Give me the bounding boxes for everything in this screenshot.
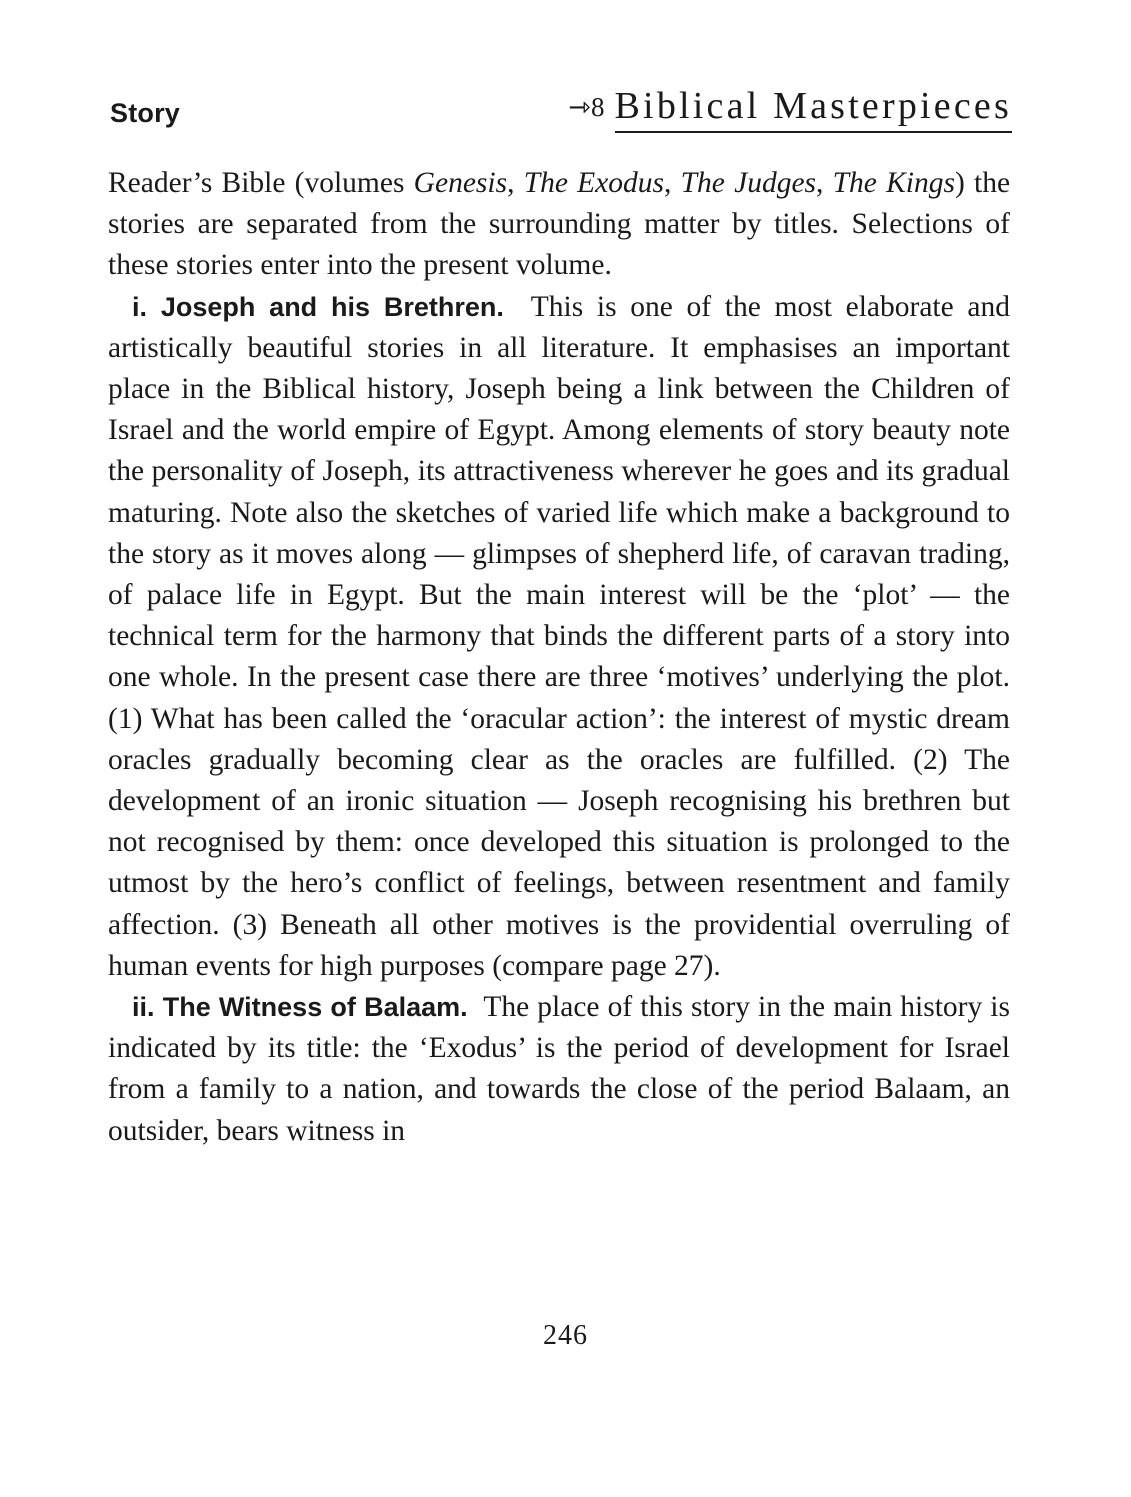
page-body <box>108 163 1010 1152</box>
intro-text-end: ) the stories are separated from the surrounding matter by titles. Selections of these stories enter into the present volume. <box>108 167 1011 282</box>
book-title: Genesis <box>413 167 508 199</box>
book-title: The Judges <box>680 167 817 199</box>
intro-paragraph <box>108 163 1010 287</box>
page-number: 246 <box>543 1320 588 1351</box>
section-paragraph-balaam <box>108 987 1010 1152</box>
title-separator: , <box>664 167 681 199</box>
title-separator: , <box>507 167 524 199</box>
section-heading: ii. The Witness of Balaam. <box>132 992 468 1023</box>
title-separator: , <box>816 167 833 199</box>
running-title: Biblical Masterpieces <box>615 84 1012 133</box>
book-title: The Kings <box>832 167 955 199</box>
book-title: The Exodus <box>523 167 665 199</box>
section-body: The place of this story in the main history is indicated by its title: the ‘Exodus’ is the period of development for Israel from a family to a nation, and towards the close of the period Balaam, an outsider, bears witness in <box>108 991 1010 1147</box>
intro-text-start: Reader’s Bible (volumes <box>108 167 414 199</box>
section-heading: i. Joseph and his Brethren. <box>132 291 504 322</box>
ornament-icon: ⇾8 <box>568 92 605 122</box>
section-label: Story <box>110 98 181 128</box>
section-body: This is one of the most elaborate and artistically beautiful stories in all literature. It emphasises an important place in the Biblical history, Joseph being a link between the Children of Israel and the world empire of Egypt. Among elements of story beauty note the personality of Joseph, its attractiveness wherever he goes and its gradual maturing. Note also the sketches of varied life which make a background to the story as it moves along — glimpses of shepherd life, of caravan trading, of palace life in Egypt. But the main interest will be the ‘plot’ — the technical term for the harmony that binds the different parts of a story into one whole. In the present case there are three ‘motives’ underlying the plot. (1) What has been called the ‘oracular action’: the interest of mystic dream oracles gradually becoming clear as the oracles are fulfilled. (2) The development of an ironic situation — Joseph recognising his brethren but not recognised by them: once developed this situation is prolonged to the utmost by the hero’s conflict of feelings, between resentment and family affection. (3) Beneath all other motives is the providential overruling of human events for high purposes (compare page 27). <box>108 290 1010 982</box>
running-title-group <box>568 84 1012 133</box>
section-paragraph-joseph <box>108 287 1010 987</box>
running-header <box>110 84 1012 132</box>
